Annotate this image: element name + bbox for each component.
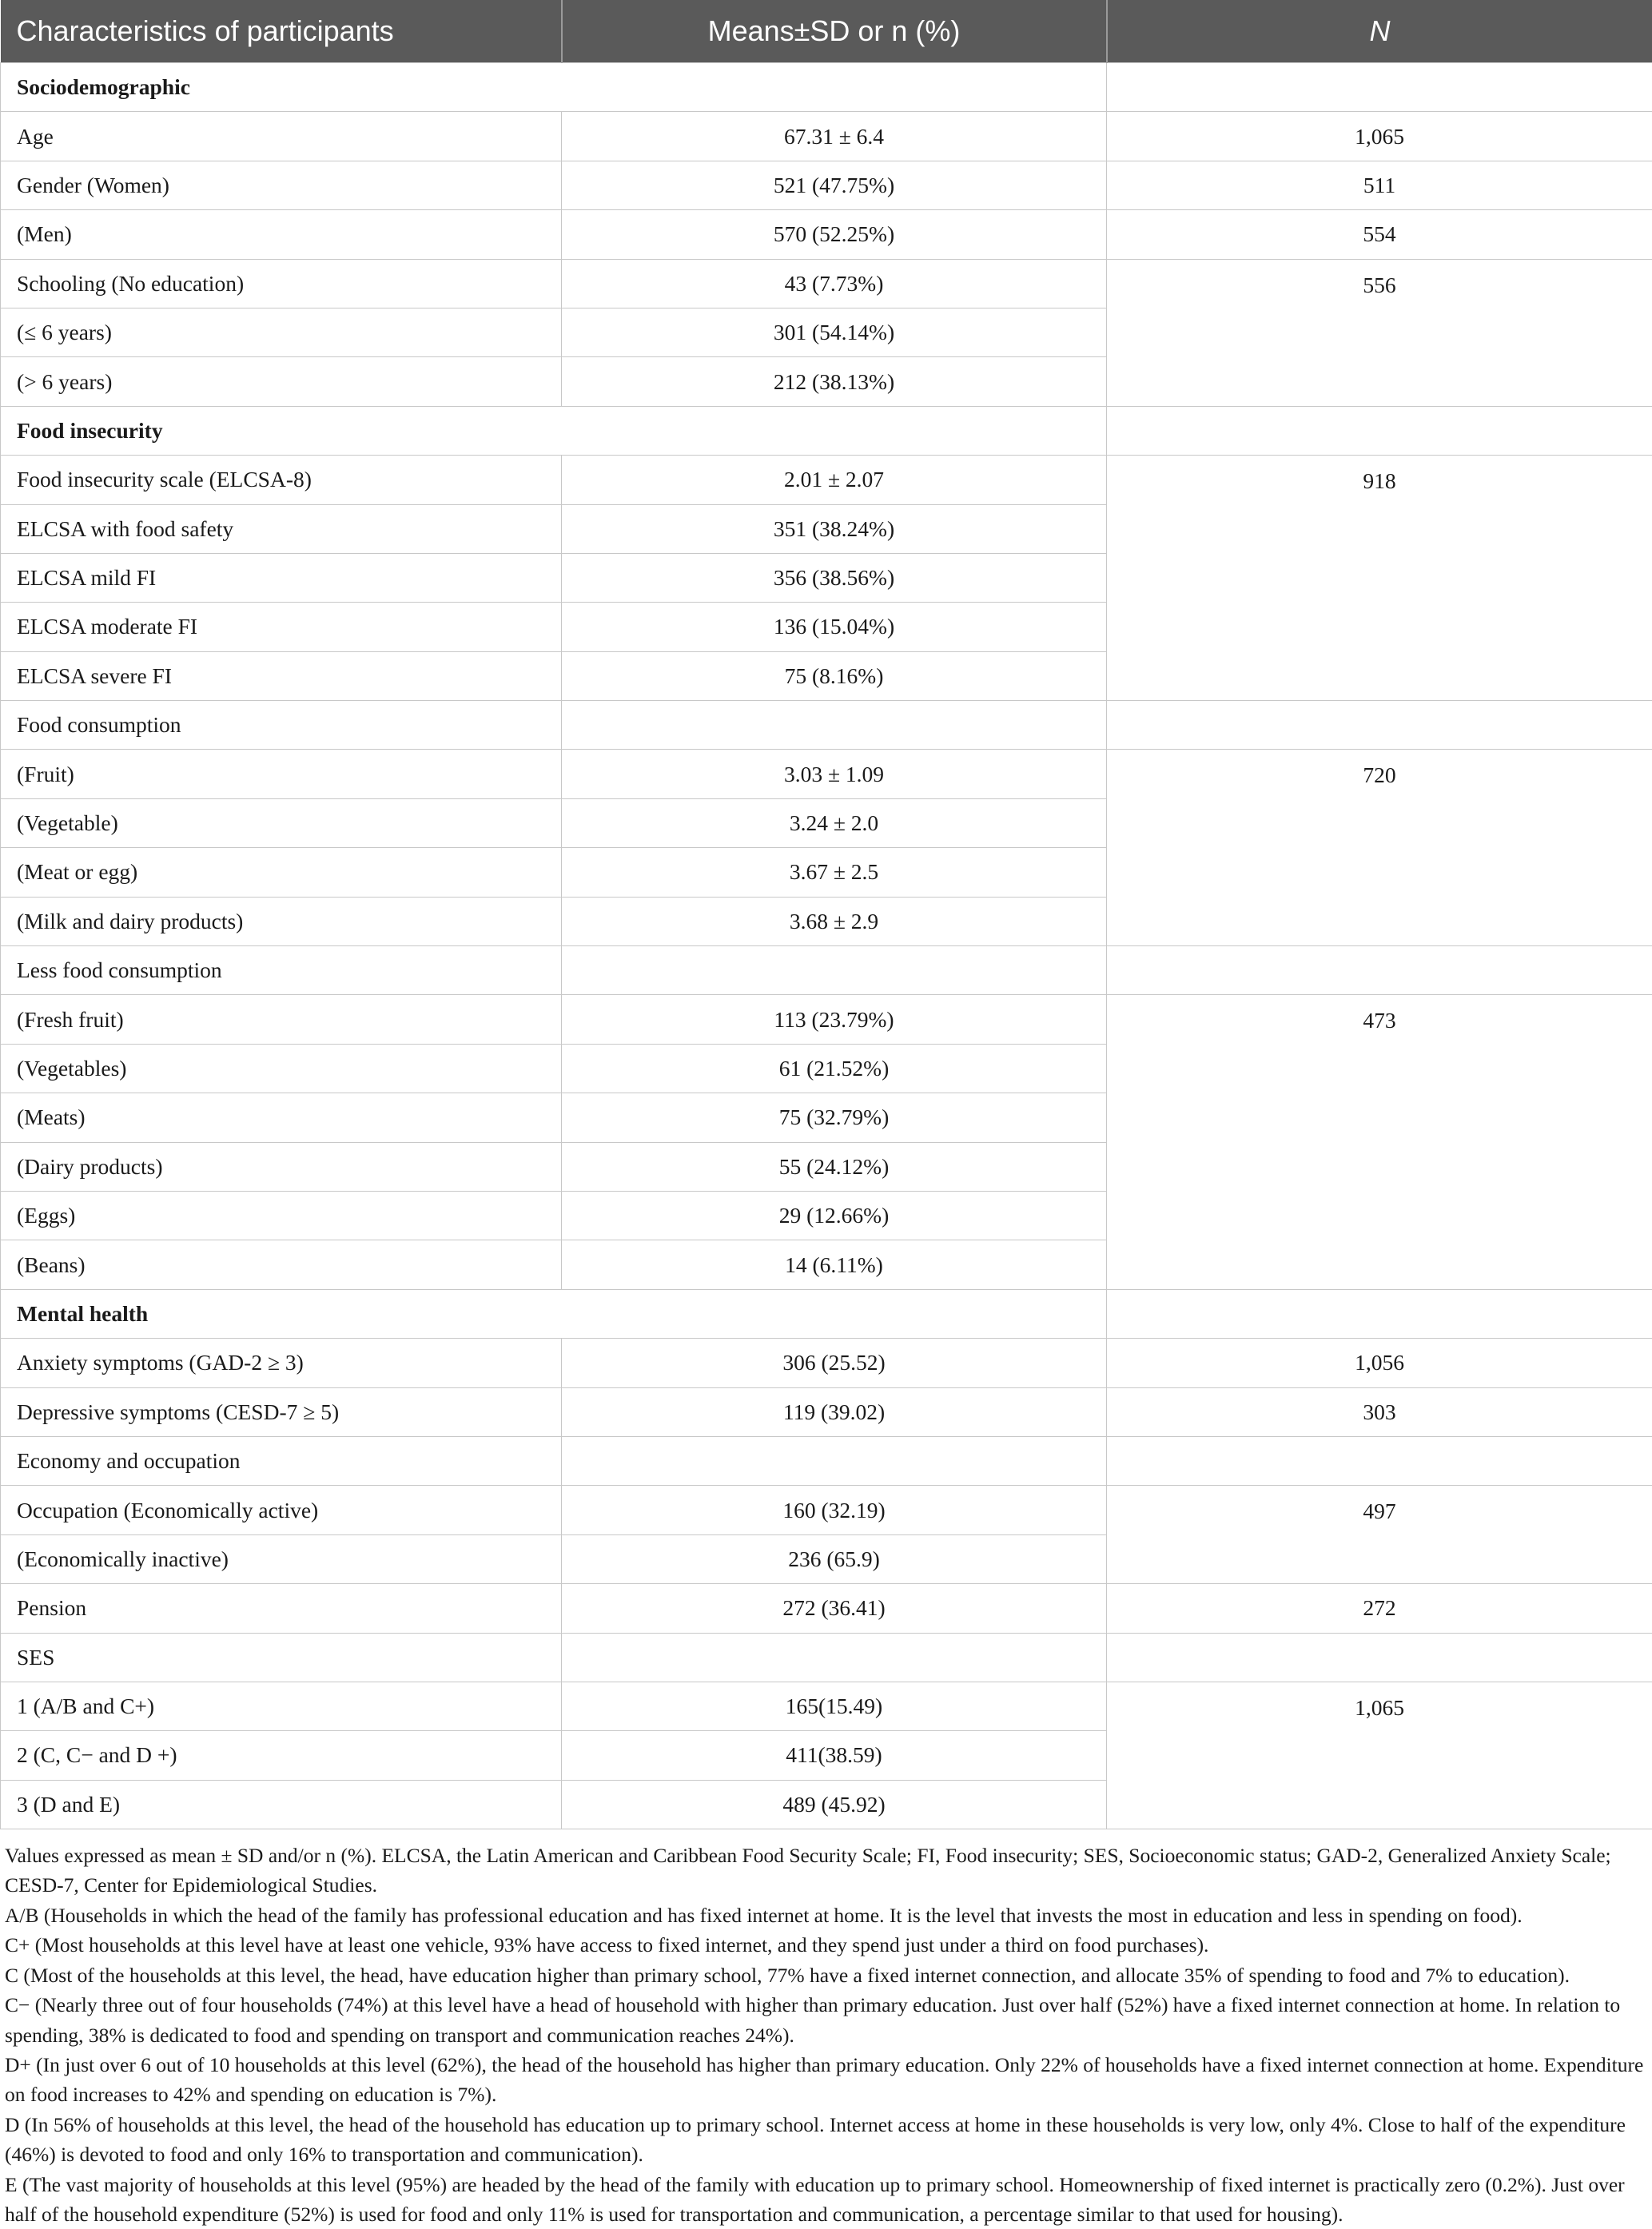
row-label: (Milk and dairy products) bbox=[1, 897, 562, 945]
value-cell bbox=[562, 1633, 1107, 1682]
n-cell: 1,065 bbox=[1107, 1682, 1652, 1829]
value-cell: 119 (39.02) bbox=[562, 1387, 1107, 1436]
footnote: Values expressed as mean ± SD and/or n (%). ELCSA, the Latin American and Caribbean Food Security Scale; FI, Food insecurity; SES, Socioeconomic status; GAD-2, Generalized Anxiety Scale; CESD-7, Center for Epidemiological Studies. bbox=[5, 1841, 1646, 1901]
row-label: Food insecurity scale (ELCSA-8) bbox=[1, 456, 562, 504]
row-label: ELCSA mild FI bbox=[1, 553, 562, 602]
value-cell: 29 (12.66%) bbox=[562, 1191, 1107, 1240]
value-cell: 75 (8.16%) bbox=[562, 651, 1107, 700]
footnote: C+ (Most households at this level have at least one vehicle, 93% have access to fixed internet, and they spend just under a third on food purchases). bbox=[5, 1930, 1646, 1960]
value-cell: 165(15.49) bbox=[562, 1682, 1107, 1730]
table-row bbox=[1, 701, 1652, 750]
row-label: 3 (D and E) bbox=[1, 1780, 562, 1829]
value-cell: 570 (52.25%) bbox=[562, 210, 1107, 259]
value-cell bbox=[562, 1436, 1107, 1485]
row-label: (Economically inactive) bbox=[1, 1534, 562, 1583]
footnote: A/B (Households in which the head of the family has professional education and has fixed internet at home. It is the level that invests the most in education and less in spending on food). bbox=[5, 1901, 1646, 1930]
n-cell bbox=[1107, 701, 1652, 750]
section-n-cell bbox=[1107, 406, 1652, 455]
row-label: Depressive symptoms (CESD-7 ≥ 5) bbox=[1, 1387, 562, 1436]
row-label: ELCSA severe FI bbox=[1, 651, 562, 700]
table-row bbox=[1, 210, 1652, 259]
row-label: Age bbox=[1, 112, 562, 161]
table-row bbox=[1, 995, 1652, 1044]
n-cell: 554 bbox=[1107, 210, 1652, 259]
header-characteristics: Characteristics of participants bbox=[1, 0, 562, 63]
value-cell: 489 (45.92) bbox=[562, 1780, 1107, 1829]
row-label: ELCSA with food safety bbox=[1, 504, 562, 553]
row-label: (≤ 6 years) bbox=[1, 308, 562, 356]
section-heading: Sociodemographic bbox=[1, 63, 1107, 112]
value-cell bbox=[562, 946, 1107, 995]
table-row bbox=[1, 456, 1652, 504]
value-cell: 411(38.59) bbox=[562, 1731, 1107, 1780]
table-footnotes bbox=[0, 1829, 1652, 2229]
row-label: 1 (A/B and C+) bbox=[1, 1682, 562, 1730]
value-cell: 14 (6.11%) bbox=[562, 1240, 1107, 1289]
value-cell: 3.68 ± 2.9 bbox=[562, 897, 1107, 945]
table-row bbox=[1, 1339, 1652, 1387]
section-row bbox=[1, 406, 1652, 455]
row-label: Economy and occupation bbox=[1, 1436, 562, 1485]
n-cell: 556 bbox=[1107, 259, 1652, 406]
section-heading: Mental health bbox=[1, 1289, 1107, 1338]
footnote: C− (Nearly three out of four households (74%) at this level have a head of household with higher than primary education. Just over half (52%) have a fixed internet connection at home. In relation to spending, 38% is dedicated to food and spending on transport and communication reaches 24%). bbox=[5, 1990, 1646, 2050]
row-label: (Meat or egg) bbox=[1, 848, 562, 897]
n-cell: 473 bbox=[1107, 995, 1652, 1289]
row-label: (> 6 years) bbox=[1, 357, 562, 406]
table-row bbox=[1, 112, 1652, 161]
row-label: (Vegetable) bbox=[1, 798, 562, 847]
row-label: (Dairy products) bbox=[1, 1142, 562, 1191]
section-row bbox=[1, 1289, 1652, 1338]
value-cell: 113 (23.79%) bbox=[562, 995, 1107, 1044]
row-label: ELCSA moderate FI bbox=[1, 603, 562, 651]
n-cell: 1,065 bbox=[1107, 112, 1652, 161]
value-cell: 351 (38.24%) bbox=[562, 504, 1107, 553]
table-row bbox=[1, 1486, 1652, 1534]
table-body bbox=[1, 63, 1652, 1829]
value-cell: 236 (65.9) bbox=[562, 1534, 1107, 1583]
n-cell: 720 bbox=[1107, 750, 1652, 946]
table-row bbox=[1, 1436, 1652, 1485]
table-row bbox=[1, 161, 1652, 209]
header-n-label: N bbox=[1370, 14, 1391, 47]
value-cell: 67.31 ± 6.4 bbox=[562, 112, 1107, 161]
table-header-row bbox=[1, 0, 1652, 63]
value-cell: 43 (7.73%) bbox=[562, 259, 1107, 308]
n-cell: 497 bbox=[1107, 1486, 1652, 1584]
value-cell: 160 (32.19) bbox=[562, 1486, 1107, 1534]
n-cell bbox=[1107, 1436, 1652, 1485]
value-cell: 356 (38.56%) bbox=[562, 553, 1107, 602]
table-row bbox=[1, 1633, 1652, 1682]
row-label: Less food consumption bbox=[1, 946, 562, 995]
table-row bbox=[1, 1387, 1652, 1436]
row-label: (Fruit) bbox=[1, 750, 562, 798]
header-means: Means±SD or n (%) bbox=[562, 0, 1107, 63]
footnote: D+ (In just over 6 out of 10 households at this level (62%), the head of the household has higher than primary education. Only 22% of households have a fixed internet connection at home. Expenditure on food increases to 42% and spending on education is 7%). bbox=[5, 2050, 1646, 2110]
n-cell: 303 bbox=[1107, 1387, 1652, 1436]
table-row bbox=[1, 1584, 1652, 1633]
row-label: 2 (C, C− and D +) bbox=[1, 1731, 562, 1780]
n-cell: 272 bbox=[1107, 1584, 1652, 1633]
row-label: (Eggs) bbox=[1, 1191, 562, 1240]
value-cell: 306 (25.52) bbox=[562, 1339, 1107, 1387]
n-cell bbox=[1107, 1633, 1652, 1682]
n-cell: 511 bbox=[1107, 161, 1652, 209]
table-row bbox=[1, 1682, 1652, 1730]
section-n-cell bbox=[1107, 63, 1652, 112]
value-cell: 301 (54.14%) bbox=[562, 308, 1107, 356]
table-row bbox=[1, 259, 1652, 308]
table-row bbox=[1, 946, 1652, 995]
header-n bbox=[1107, 0, 1652, 63]
footnote: C (Most of the households at this level, the head, have education higher than primary school, 77% have a fixed internet connection, and allocate 35% of spending to food and 7% to education). bbox=[5, 1960, 1646, 1990]
row-label: Food consumption bbox=[1, 701, 562, 750]
row-label: (Meats) bbox=[1, 1093, 562, 1142]
section-row bbox=[1, 63, 1652, 112]
row-label: Occupation (Economically active) bbox=[1, 1486, 562, 1534]
value-cell: 55 (24.12%) bbox=[562, 1142, 1107, 1191]
value-cell: 3.24 ± 2.0 bbox=[562, 798, 1107, 847]
row-label: (Beans) bbox=[1, 1240, 562, 1289]
value-cell: 3.03 ± 1.09 bbox=[562, 750, 1107, 798]
row-label: Schooling (No education) bbox=[1, 259, 562, 308]
value-cell: 61 (21.52%) bbox=[562, 1044, 1107, 1093]
value-cell: 2.01 ± 2.07 bbox=[562, 456, 1107, 504]
row-label: (Vegetables) bbox=[1, 1044, 562, 1093]
n-cell: 918 bbox=[1107, 456, 1652, 701]
row-label: Gender (Women) bbox=[1, 161, 562, 209]
row-label: Anxiety symptoms (GAD-2 ≥ 3) bbox=[1, 1339, 562, 1387]
n-cell bbox=[1107, 946, 1652, 995]
section-n-cell bbox=[1107, 1289, 1652, 1338]
value-cell: 136 (15.04%) bbox=[562, 603, 1107, 651]
footnote: E (The vast majority of households at this level (95%) are headed by the head of the family with education up to primary school. Homeownership of fixed internet is practically zero (0.2%). Just over half of the household expenditure (52%) is used for food and only 11% is used for transportation and communication, a percentage similar to that used for housing). bbox=[5, 2170, 1646, 2229]
section-heading: Food insecurity bbox=[1, 406, 1107, 455]
value-cell: 521 (47.75%) bbox=[562, 161, 1107, 209]
value-cell: 3.67 ± 2.5 bbox=[562, 848, 1107, 897]
row-label: Pension bbox=[1, 1584, 562, 1633]
value-cell bbox=[562, 701, 1107, 750]
value-cell: 212 (38.13%) bbox=[562, 357, 1107, 406]
value-cell: 75 (32.79%) bbox=[562, 1093, 1107, 1142]
row-label: (Men) bbox=[1, 210, 562, 259]
row-label: (Fresh fruit) bbox=[1, 995, 562, 1044]
table-row bbox=[1, 750, 1652, 798]
footnote: D (In 56% of households at this level, the head of the household has education up to primary school. Internet access at home in these households is very low, only 4%. Close to half of the expenditure (46%) is devoted to food and only 16% to transportation and communication). bbox=[5, 2110, 1646, 2170]
value-cell: 272 (36.41) bbox=[562, 1584, 1107, 1633]
row-label: SES bbox=[1, 1633, 562, 1682]
n-cell: 1,056 bbox=[1107, 1339, 1652, 1387]
